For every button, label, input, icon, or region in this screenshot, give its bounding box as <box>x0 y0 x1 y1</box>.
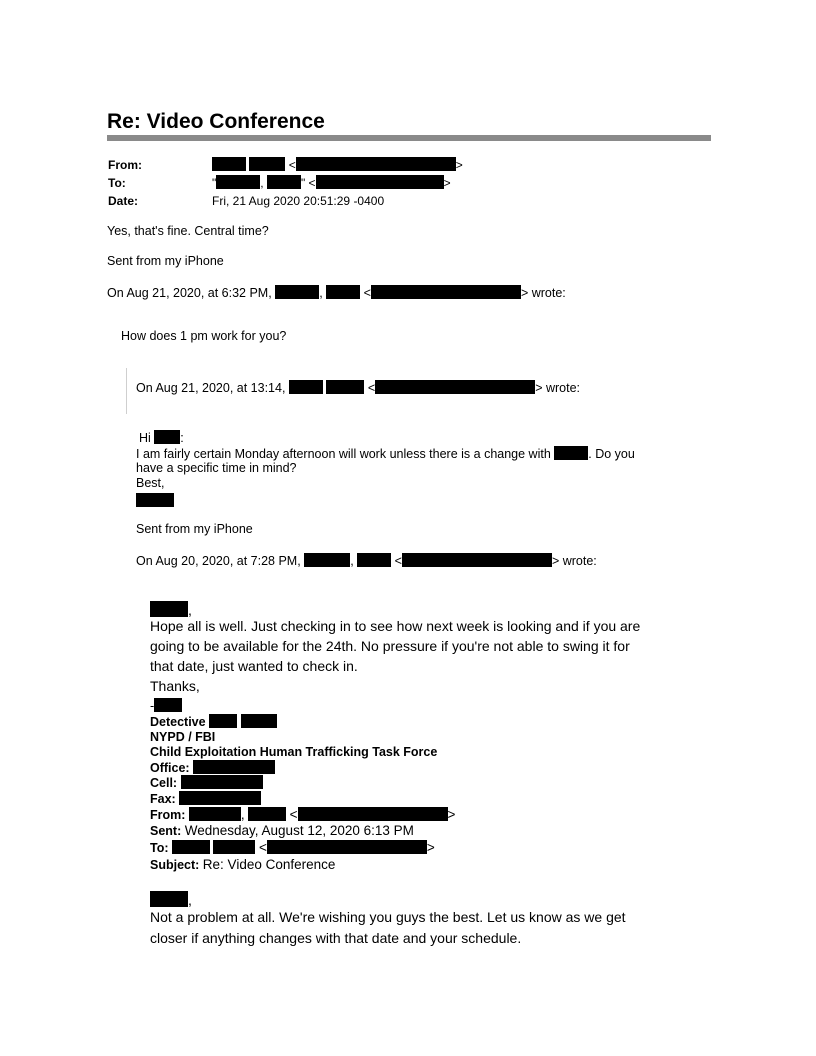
body-line: Thanks, <box>150 678 200 694</box>
wrote-line: On Aug 21, 2020, at 6:32 PM, , < > wrote: <box>107 286 566 300</box>
signature-redaction <box>136 492 174 510</box>
redaction <box>150 891 188 907</box>
redaction <box>181 775 263 789</box>
redaction <box>248 807 286 821</box>
greeting: , <box>150 600 192 620</box>
subject-line: Subject: Re: Video Conference <box>150 857 336 872</box>
redaction <box>304 553 350 567</box>
redaction <box>154 430 180 444</box>
body-line: Sent from my iPhone <box>136 522 253 536</box>
redaction <box>402 553 552 567</box>
body-line: Not a problem at all. We're wishing you guys the best. Let us know as we get <box>150 909 626 925</box>
body-line: going to be available for the 24th. No pressure if you're not able to swing it for <box>150 638 630 654</box>
redaction <box>193 760 275 774</box>
date-value: Fri, 21 Aug 2020 20:51:29 -0400 <box>212 194 385 208</box>
signature-org: NYPD / FBI <box>150 730 216 744</box>
redaction <box>241 714 277 728</box>
to-line: To: < > <box>150 840 435 855</box>
office-line: Office: <box>150 760 275 775</box>
to-label: To: <box>108 176 126 190</box>
signature-unit: Child Exploitation Human Trafficking Task Force <box>150 745 438 759</box>
redaction <box>249 157 285 171</box>
body-line: closer if anything changes with that date and your schedule. <box>150 930 522 946</box>
redaction <box>326 380 364 394</box>
sent-line: Sent: Wednesday, August 12, 2020 6:13 PM <box>150 823 414 838</box>
redaction <box>179 791 261 805</box>
redaction <box>554 446 588 460</box>
title-divider <box>107 135 711 141</box>
body-line: have a specific time in mind? <box>136 461 297 475</box>
body-line: Yes, that's fine. Central time? <box>107 224 269 238</box>
greeting: Hi : <box>139 431 184 445</box>
body-line: Best, <box>136 476 165 490</box>
signature-name: Detective <box>150 714 277 729</box>
redaction <box>213 840 255 854</box>
redaction <box>375 380 535 394</box>
body-line: Hope all is well. Just checking in to see how next week is looking and if you are <box>150 618 641 634</box>
redaction <box>136 493 174 507</box>
cell-line: Cell: <box>150 775 263 790</box>
date-label: Date: <box>108 194 139 208</box>
redaction <box>316 175 444 189</box>
redaction <box>172 840 210 854</box>
redaction <box>154 698 182 712</box>
page-title: Re: Video Conference <box>107 110 325 133</box>
redaction <box>267 175 301 189</box>
redaction <box>296 157 456 171</box>
redaction <box>212 157 246 171</box>
redaction <box>275 285 319 299</box>
quoted-line: How does 1 pm work for you? <box>121 329 287 343</box>
redaction <box>150 601 188 617</box>
wrote-line: On Aug 21, 2020, at 13:14, < > wrote: <box>136 381 581 395</box>
wrote-line: On Aug 20, 2020, at 7:28 PM, , < > wrote: <box>136 554 597 568</box>
redaction <box>357 553 391 567</box>
sign-off: - <box>150 698 182 713</box>
quote-bar <box>126 368 127 414</box>
body-line: that date, just wanted to check in. <box>150 658 358 674</box>
redaction <box>189 807 241 821</box>
redaction <box>371 285 521 299</box>
redaction <box>209 714 237 728</box>
from-line: From: , < > <box>150 807 456 822</box>
redaction <box>289 380 323 394</box>
body-line: I am fairly certain Monday afternoon will work unless there is a change with . Do you <box>136 447 635 461</box>
fax-line: Fax: <box>150 791 261 806</box>
redaction <box>267 840 427 854</box>
redaction <box>298 807 448 821</box>
from-value: < > <box>212 157 463 172</box>
from-label: From: <box>108 158 142 172</box>
redaction <box>326 285 360 299</box>
to-value: " , " < > <box>212 176 451 190</box>
redaction <box>216 175 260 189</box>
greeting: , <box>150 890 192 910</box>
body-line: Sent from my iPhone <box>107 254 224 268</box>
